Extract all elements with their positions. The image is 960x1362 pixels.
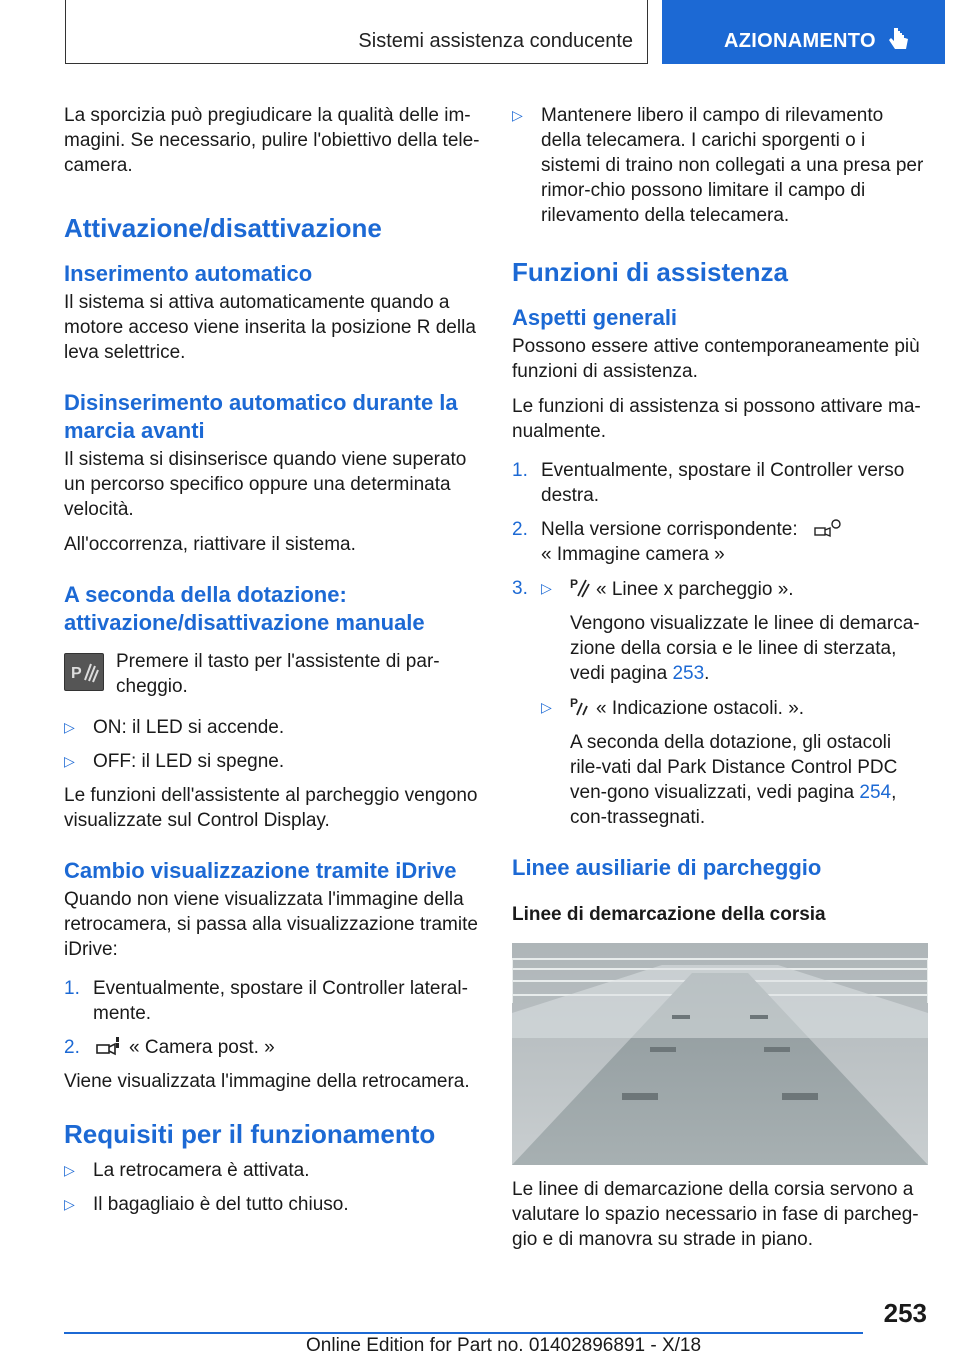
hand-pointer-icon [888,26,910,54]
camera-settings-icon [809,518,843,538]
obstacles-text [570,730,928,830]
parking-lines-option [541,576,928,686]
assist-step-1 [512,458,928,508]
parking-lines-text-b: . [704,663,710,684]
heading-activation: Attivazione/disattivazione [64,213,382,243]
svg-text:P: P [71,665,82,682]
heading-aux-lines: Linee ausiliarie di parcheggio [512,855,822,880]
overview-text-1: Possono essere attive contemporaneamente più funzioni di assistenza. [512,336,920,382]
header-section [65,0,648,64]
page-number: 253 [883,1298,927,1328]
heading-manual: A seconda della dotazione: attivazione/disattivazione manuale [64,582,425,635]
parking-lines-text [570,611,928,686]
heading-auto-off: Disinserimento automatico durante la marcia avanti [64,390,458,443]
auto-on-text: Il sistema si attiva automaticamente quando a motore acceso viene inserita la posizione R della leva selettrice. [64,292,476,363]
assist-step-3b [512,695,928,830]
heading-functions: Funzioni di assistenza [512,257,788,287]
step-number: 3. [512,578,528,599]
left-column [64,103,480,1217]
step-number: 2. [64,1037,80,1058]
manual-after-text: Le funzioni dell'assistente al parcheggio vengono visualizzate sul Control Display. [64,785,478,831]
lane-lines-image [512,943,928,1165]
obstacle-indicator-icon [570,695,590,717]
heading-lane-lines: Linee di demarcazione della corsia [512,904,826,925]
idrive-after-text: Viene visualizzata l'immagine della retrocamera. [64,1071,470,1092]
page-link-254[interactable]: 254 [859,782,892,803]
heading-requirements: Requisiti per il funzionamento [64,1119,436,1149]
svg-text:P: P [570,577,579,591]
step-number: 2. [512,519,528,540]
overview-text-2: Le funzioni di assistenza si possono attivare ma-nualmente. [512,396,921,442]
footer-divider [64,1332,863,1334]
intro-paragraph: La sporcizia può pregiudicare la qualità delle im-magini. Se necessario, pulire l'obiettivo della tele-camera. [64,105,480,176]
req-bullet-2: ▷ Il bagagliaio è del tutto chiuso. [64,1192,480,1217]
req-bullet-1: ▷ La retrocamera è attivata. [64,1158,480,1183]
assist-step-3 [512,576,928,686]
right-column [512,103,928,1252]
step-text: Nella versione corrispondente: [541,519,798,540]
svg-text:P: P [570,696,579,710]
manual-bullet-on: ▷ ON: il LED si accende. [64,715,480,740]
step-text: Eventualmente, spostare il Controller verso destra. [541,460,905,506]
manual-bullet-off: ▷ OFF: il LED si spegne. [64,749,480,774]
assist-step-2 [512,517,928,567]
step-number: 1. [512,460,528,481]
auto-off-text2: All'occorrenza, riattivare il sistema. [64,534,356,555]
chapter-tab [662,0,945,64]
heading-idrive: Cambio visualizzazione tramite iDrive [64,858,457,883]
heading-auto-on: Inserimento automatico [64,261,313,286]
step-text: « Camera post. » [129,1037,275,1058]
page-link-253[interactable]: 253 [672,663,705,684]
rear-camera-icon [93,1036,123,1056]
idrive-text: Quando non viene visualizzata l'immagine della retrocamera, si passa alla visualizzazione tramite iDrive: [64,889,478,960]
idrive-step-2 [64,1035,480,1060]
obstacles-text-b: , con-trassegnati. [570,782,897,828]
step-number: 1. [64,978,80,999]
obstacles-label: « Indicazione ostacoli. ». [596,698,805,719]
auto-off-text: Il sistema si disinserisce quando viene superato un percorso specifico oppure una determinata velocità. [64,449,467,520]
heading-overview: Aspetti generali [512,305,678,330]
idrive-step-1 [64,976,480,1026]
edition-note: Online Edition for Part no. 01402896891 - X/18 [306,1335,702,1356]
req-bullet-3: ▷ Mantenere libero il campo di rilevamento della telecamera. I carichi sporgenti o i sistemi di traino non collegati a una presa per rimor-chio possono limitare il campo di rilevamento della telecamera. [512,103,928,228]
park-assist-button-row [64,649,480,699]
parking-lines-text-a: Vengono visualizzate le linee di demarca-zione della corsia e le linee di sterzata, vedi pagina [570,613,920,684]
triangle-bullet-icon: ▷ [541,580,552,596]
parking-lines-label: « Linee x parcheggio ». [596,579,794,600]
obstacles-option [541,695,928,830]
lane-lines-text: Le linee di demarcazione della corsia servono a valutare lo spazio necessario in fase di parcheg-gio e di manovra su strade in piano. [512,1179,919,1250]
obstacles-text-a: A seconda della dotazione, gli ostacoli rile-vati dal Park Distance Control PDC ven-gono visualizzati, vedi pagina [570,732,898,803]
triangle-bullet-icon: ▷ [541,699,552,715]
park-assist-button-icon [64,653,104,691]
step-text-2: « Immagine camera » [541,544,725,565]
step-text: Eventualmente, spostare il Controller lateral-mente. [93,978,468,1024]
manual-text: Premere il tasto per l'assistente di par-cheggio. [116,651,440,697]
chapter-title: AZIONAMENTO [724,30,876,52]
section-title: Sistemi assistenza conducente [358,30,633,52]
parking-lines-icon [570,576,590,598]
